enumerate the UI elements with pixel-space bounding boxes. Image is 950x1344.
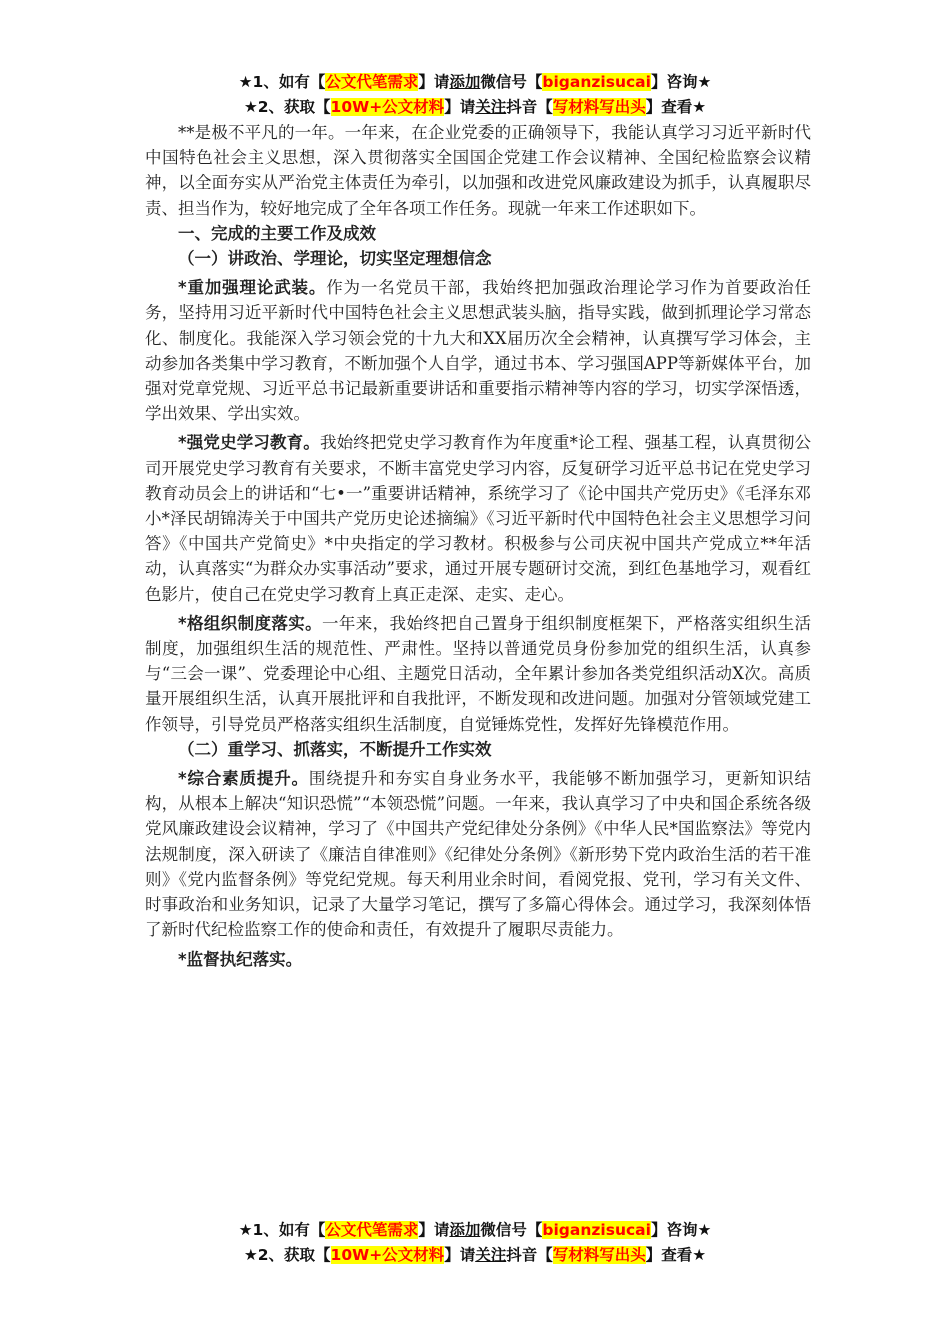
banner-text: 】咨询★ (650, 73, 712, 91)
banner-text: 微信号【 (480, 1221, 543, 1239)
footer-banner (0, 1218, 950, 1268)
paragraph-text: 我始终把党史学习教育作为年度重*论工程、强基工程，认真贯彻公司开展党史学习教育有关要求，不断丰富党史学习内容，反复研学习近平总书记在党史学习教育动员会上的讲话和“七•一”重要讲话精神，系统学习了《论中国共产党历史》《毛泽东邓小*泽民胡锦涛关于中国共产党历史论述摘编》《习近平新时代中国特色社会主义思想学习问答》《中国共产党简史》*中央指定的学习教材。积极参与公司庆祝中国共产党成立**年活动，认真落实“为群众办实事活动”要求，通过开展专题研讨交流，到红色基地学习，观看红色影片，使自己在党史学习教育上真正走深、走实、走心。 (145, 433, 811, 604)
banner-text: ★1、如有【 (238, 1221, 326, 1239)
paragraph-text: 作为一名党员干部，我始终把加强政治理论学习作为首要政治任务，坚持用习近平新时代中国特色社会主义思想武装头脑，指导实践，做到抓理论学习常态化、制度化。我能深入学习领会党的十九大和XX届历次全会精神，认真撰写学习体会，主动参加各类集中学习教育，不断加强个人自学，通过书本、学习强国APP等新媒体平台，加强对党章党规、习近平总书记最新重要讲话和重要指示精神等内容的学习，切实学深悟透，学出效果、学出实效。 (145, 278, 811, 424)
subsection-heading-1: （一）讲政治、学理论，切实坚定理想信念 (178, 249, 492, 269)
paragraph-party-history (145, 430, 811, 606)
highlight-douyin-account: 写材料写出头 (552, 1246, 646, 1264)
banner-text: 抖音【 (506, 1246, 553, 1264)
section-heading: 一、完成的主要工作及成效 (178, 223, 376, 243)
paragraph-theory (145, 275, 811, 426)
paragraph-title: *强党史学习教育。 (178, 433, 320, 453)
banner-text: 】查看★ (645, 1246, 707, 1264)
banner-text: 】查看★ (645, 98, 707, 116)
banner-text: 微信号【 (480, 73, 543, 91)
paragraph-title: *格组织制度落实。 (178, 613, 322, 633)
paragraph-title: *监督执纪落实。 (178, 949, 303, 969)
banner-text: 】请 (444, 1246, 476, 1264)
paragraph-title: *重加强理论武装。 (178, 278, 327, 298)
highlight-douyin-account: 写材料写出头 (552, 98, 646, 116)
document-body (145, 120, 811, 972)
highlight-materials: 10W+公文材料 (330, 1246, 445, 1264)
paragraph-organization (145, 611, 811, 737)
paragraph-text: 围绕提升和夯实自身业务水平，我能够不断加强学习，更新知识结构，从根本上解决“知识恐慌”“本领恐慌”问题。一年来，我认真学习了中央和国企系统各级党风廉政建设会议精神，学习了《中国共产党纪律处分条例》《中华人民*国监察法》等党内法规制度，深入研读了《廉洁自律准则》《纪律处分条例》《新形势下党内政治生活的若干准则》《党内监督条例》等党纪党规。每天利用业余时间，看阅党报、党刊，学习有关文件、时事政治和业务知识，记录了大量学习笔记，撰写了多篇心得体会。通过学习，我深刻体悟了新时代纪检监察工作的使命和责任，有效提升了履职尽责能力。 (145, 769, 812, 940)
banner-emphasis: 添加 (449, 1221, 481, 1239)
banner-text: 抖音【 (506, 98, 553, 116)
banner-line-1 (0, 70, 950, 95)
highlight-service: 公文代笔需求 (325, 1221, 419, 1239)
paragraph-text: 一年来，我始终把自己置身于组织制度框架下，严格落实组织生活制度，加强组织生活的规范性、严肃性。坚持以普通党员身份参加党的组织生活，认真参与“三会一课”、党委理论中心组、主题党日活动，全年累计参加各类党组织活动X次。高质量开展组织生活，认真开展批评和自我批评，不断发现和改进问题。加强对分管领域党建工作领导，引导党员严格落实组织生活制度，自觉锤炼党性，发挥好先锋模范作用。 (145, 613, 811, 734)
header-banner (0, 70, 950, 120)
banner-text: ★2、获取【 (243, 98, 331, 116)
subsection-heading-2: （二）重学习、抓落实，不断提升工作实效 (178, 739, 492, 759)
highlight-wechat-id: biganzisucai (542, 1221, 651, 1239)
highlight-materials: 10W+公文材料 (330, 98, 445, 116)
banner-line-1 (0, 1218, 950, 1243)
banner-emphasis: 添加 (449, 73, 481, 91)
highlight-service: 公文代笔需求 (325, 73, 419, 91)
banner-text: 】请 (444, 98, 476, 116)
banner-text: 】请 (418, 73, 450, 91)
banner-text: ★2、获取【 (243, 1246, 331, 1264)
banner-line-2 (0, 1243, 950, 1268)
paragraph-quality (145, 766, 811, 942)
paragraph-supervision (145, 947, 811, 972)
highlight-wechat-id: biganzisucai (542, 73, 651, 91)
banner-text: ★1、如有【 (238, 73, 326, 91)
banner-text: 】咨询★ (650, 1221, 712, 1239)
banner-emphasis: 关注 (475, 1246, 507, 1264)
intro-paragraph: **是极不平凡的一年。一年来，在企业党委的正确领导下，我能认真学习习近平新时代中国特色社会主义思想，深入贯彻落实全国国企党建工作会议精神、全国纪检监察会议精神，以全面夯实从严治党主体责任为牵引，以加强和改进党风廉政建设为抓手，认真履职尽责、担当作为，较好地完成了全年各项工作任务。现就一年来工作述职如下。 (145, 123, 811, 218)
banner-line-2 (0, 95, 950, 120)
paragraph-title: *综合素质提升。 (178, 769, 309, 789)
banner-text: 】请 (418, 1221, 450, 1239)
banner-emphasis: 关注 (475, 98, 507, 116)
